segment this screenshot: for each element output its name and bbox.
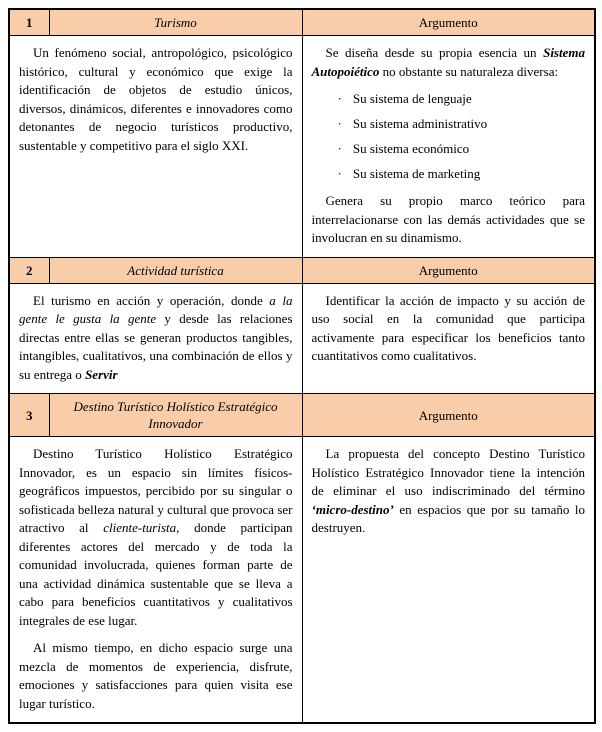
section-1-number: 1 xyxy=(9,9,49,36)
section-3-body-row xyxy=(9,437,595,724)
systems-bullet-list xyxy=(312,90,586,183)
section-2-header-row xyxy=(9,257,595,283)
bullet-text: Su sistema de lenguaje xyxy=(352,91,472,106)
section-1-body-row xyxy=(9,36,595,258)
list-item xyxy=(338,140,586,158)
argument-outro-paragraph: Genera su propio marco teórico para interrelacionarse con las demás actividades que se involucran en su dinamismo. xyxy=(311,193,585,245)
section-1-header-row xyxy=(9,9,595,36)
definition-paragraph: Un fenómeno social, antropológico, psicológico histórico, cultural y económico que exige la identificación de objetos de estudio únicos, diversos, dinámicos, diferentes e innovadores como detonantes de negocio turísticos productivo, sustentable y competitivo para el siglo XXI. xyxy=(19,45,293,153)
section-1-argument-cell xyxy=(302,36,595,258)
argument-intro-paragraph: Se diseña desde su propia esencia un Sistema Autopoiético no obstante su naturaleza diversa: xyxy=(311,45,585,79)
bullet-icon: · xyxy=(337,141,342,156)
section-2-title: Actividad turística xyxy=(49,257,302,283)
section-2-body-row xyxy=(9,283,595,394)
section-2-argument-header: Argumento xyxy=(302,257,595,283)
list-item xyxy=(338,115,586,133)
bullet-text: Su sistema económico xyxy=(352,141,470,156)
section-2-argument-cell xyxy=(302,283,595,394)
argument-paragraph: La propuesta del concepto Destino Turístico Holístico Estratégico Innovador tiene la intención de eliminar el uso indiscriminado del término ‘micro-destino’ en espacios que por su tamaño lo destruyen. xyxy=(311,446,585,535)
bullet-text: Su sistema administrativo xyxy=(352,116,488,131)
bullet-text: Su sistema de marketing xyxy=(352,166,481,181)
definition-paragraph: El turismo en acción y operación, donde a la gente le gusta la gente y desde las relaciones directas entre ellas se generan productos tangibles, intangibles, cualitativos, una combinación de ellos y su entrega o Servir xyxy=(19,292,293,382)
definition-paragraph-1: Destino Turístico Holístico Estratégico Innovador, es un espacio sin límites físicos-geográficos impuestos, percibido por su singular o sofisticada belleza natural y cultural que provoca ser atractivo al cliente-turista, donde participan diferentes actores del mercado y de toda la comunidad involucrada, quienes forman parte de una actividad dinámica sustentable que se lleva a cabo para beneficios cuantitativos y cualitativos integrales de ese lugar. xyxy=(19,446,293,628)
section-2-definition-cell xyxy=(9,283,302,394)
section-1-argument-header: Argumento xyxy=(302,9,595,36)
bullet-icon: · xyxy=(337,166,342,181)
section-1-definition-cell xyxy=(9,36,302,258)
section-1-title: Turismo xyxy=(49,9,302,36)
section-3-number: 3 xyxy=(9,394,49,437)
tourism-definitions-table xyxy=(8,8,596,724)
section-3-header-row xyxy=(9,394,595,437)
section-3-definition-cell xyxy=(9,437,302,724)
section-3-title: Destino Turístico Holístico Estratégico Innovador xyxy=(49,394,302,437)
definition-paragraph-2: Al mismo tiempo, en dicho espacio surge una mezcla de momentos de experiencia, disfrute, emociones y satisfacciones para quien visita ese lugar turístico. xyxy=(19,640,293,711)
section-3-argument-header: Argumento xyxy=(302,394,595,437)
list-item xyxy=(338,90,586,108)
list-item xyxy=(338,165,586,183)
section-3-argument-cell xyxy=(302,437,595,724)
bullet-icon: · xyxy=(337,116,342,131)
argument-paragraph: Identificar la acción de impacto y su acción de uso social en la comunidad que participa activamente para especificar los beneficios tanto cuantitativos como cualitativos. xyxy=(311,292,585,363)
section-2-number: 2 xyxy=(9,257,49,283)
bullet-icon: · xyxy=(337,91,342,106)
